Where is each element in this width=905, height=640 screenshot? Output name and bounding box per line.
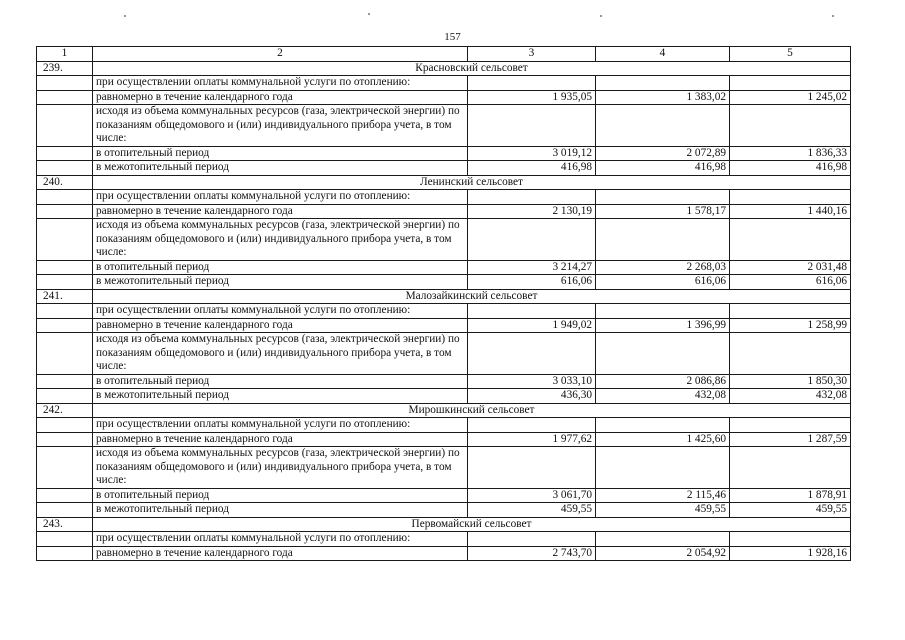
value-col5: 1 440,16 bbox=[730, 204, 851, 219]
payment-heading-row bbox=[37, 532, 851, 547]
value-col4: 432,08 bbox=[596, 389, 730, 404]
scan-speck bbox=[368, 13, 370, 15]
value-col3: 436,30 bbox=[468, 389, 596, 404]
value-col5 bbox=[730, 190, 851, 205]
row-label: исходя из объема коммунальных ресурсов (газа, электрической энергии) по показаниям общедомового и (или) индивидуального прибора учета, в том числе: bbox=[93, 333, 468, 375]
row-label: исходя из объема коммунальных ресурсов (газа, электрической энергии) по показаниям общедомового и (или) индивидуального прибора учета, в том числе: bbox=[93, 105, 468, 147]
value-col4: 616,06 bbox=[596, 275, 730, 290]
index-cell bbox=[37, 503, 93, 518]
value-col5 bbox=[730, 105, 851, 147]
non-heating-period-row bbox=[37, 503, 851, 518]
section-name: Первомайский сельсовет bbox=[93, 517, 851, 532]
column-number-row bbox=[37, 47, 851, 62]
payment-heading-row bbox=[37, 304, 851, 319]
value-col3 bbox=[468, 76, 596, 91]
value-col4: 459,55 bbox=[596, 503, 730, 518]
heating-period-row bbox=[37, 488, 851, 503]
value-col3 bbox=[468, 219, 596, 261]
value-col4 bbox=[596, 304, 730, 319]
value-col5: 1 258,99 bbox=[730, 318, 851, 333]
value-col3 bbox=[468, 333, 596, 375]
section-row bbox=[37, 517, 851, 532]
payment-heading-row bbox=[37, 190, 851, 205]
index-cell bbox=[37, 105, 93, 147]
index-cell bbox=[37, 333, 93, 375]
value-col4 bbox=[596, 447, 730, 489]
row-label: при осуществлении оплаты коммунальной услуги по отоплению: bbox=[93, 190, 468, 205]
row-label: при осуществлении оплаты коммунальной услуги по отоплению: bbox=[93, 532, 468, 547]
non-heating-period-row bbox=[37, 161, 851, 176]
row-label: исходя из объема коммунальных ресурсов (газа, электрической энергии) по показаниям общедомового и (или) индивидуального прибора учета, в том числе: bbox=[93, 447, 468, 489]
value-col3: 2 743,70 bbox=[468, 546, 596, 561]
payment-heading-row bbox=[37, 418, 851, 433]
evenly-row bbox=[37, 204, 851, 219]
value-col3 bbox=[468, 418, 596, 433]
value-col4: 2 054,92 bbox=[596, 546, 730, 561]
value-col5: 616,06 bbox=[730, 275, 851, 290]
section-row bbox=[37, 61, 851, 76]
value-col5: 2 031,48 bbox=[730, 260, 851, 275]
resources-row bbox=[37, 219, 851, 261]
index-cell bbox=[37, 219, 93, 261]
value-col4: 1 396,99 bbox=[596, 318, 730, 333]
value-col4: 2 086,86 bbox=[596, 374, 730, 389]
index-cell bbox=[37, 374, 93, 389]
value-col4 bbox=[596, 219, 730, 261]
column-number: 3 bbox=[468, 47, 596, 62]
index-cell bbox=[37, 76, 93, 91]
page-number: 157 bbox=[444, 31, 461, 43]
value-col4: 2 072,89 bbox=[596, 146, 730, 161]
index-cell bbox=[37, 90, 93, 105]
index-cell bbox=[37, 318, 93, 333]
section-index: 240. bbox=[37, 175, 93, 190]
value-col3 bbox=[468, 190, 596, 205]
value-col3: 616,06 bbox=[468, 275, 596, 290]
value-col5 bbox=[730, 418, 851, 433]
value-col3: 1 935,05 bbox=[468, 90, 596, 105]
index-cell bbox=[37, 418, 93, 433]
evenly-row bbox=[37, 318, 851, 333]
value-col3: 416,98 bbox=[468, 161, 596, 176]
value-col4 bbox=[596, 532, 730, 547]
value-col4 bbox=[596, 333, 730, 375]
index-cell bbox=[37, 488, 93, 503]
value-col3 bbox=[468, 105, 596, 147]
value-col3 bbox=[468, 447, 596, 489]
value-col3: 459,55 bbox=[468, 503, 596, 518]
value-col4: 2 115,46 bbox=[596, 488, 730, 503]
heating-period-row bbox=[37, 146, 851, 161]
value-col5: 1 836,33 bbox=[730, 146, 851, 161]
column-number: 2 bbox=[93, 47, 468, 62]
value-col3: 1 977,62 bbox=[468, 432, 596, 447]
value-col4: 416,98 bbox=[596, 161, 730, 176]
evenly-row bbox=[37, 90, 851, 105]
row-label: в межотопительный период bbox=[93, 389, 468, 404]
section-index: 241. bbox=[37, 289, 93, 304]
heating-period-row bbox=[37, 260, 851, 275]
value-col3: 3 019,12 bbox=[468, 146, 596, 161]
scan-speck bbox=[124, 15, 126, 17]
value-col3: 3 061,70 bbox=[468, 488, 596, 503]
evenly-row bbox=[37, 546, 851, 561]
index-cell bbox=[37, 161, 93, 176]
section-name: Красновский сельсовет bbox=[93, 61, 851, 76]
section-row bbox=[37, 403, 851, 418]
section-name: Мирошкинский сельсовет bbox=[93, 403, 851, 418]
heating-period-row bbox=[37, 374, 851, 389]
section-name: Ленинский сельсовет bbox=[93, 175, 851, 190]
index-cell bbox=[37, 275, 93, 290]
value-col4 bbox=[596, 105, 730, 147]
value-col5: 1 245,02 bbox=[730, 90, 851, 105]
non-heating-period-row bbox=[37, 275, 851, 290]
payment-heading-row bbox=[37, 76, 851, 91]
section-row bbox=[37, 289, 851, 304]
value-col3: 2 130,19 bbox=[468, 204, 596, 219]
value-col4 bbox=[596, 418, 730, 433]
section-index: 239. bbox=[37, 61, 93, 76]
value-col5: 459,55 bbox=[730, 503, 851, 518]
index-cell bbox=[37, 304, 93, 319]
row-label: в отопительный период bbox=[93, 146, 468, 161]
row-label: равномерно в течение календарного года bbox=[93, 318, 468, 333]
row-label: равномерно в течение календарного года bbox=[93, 204, 468, 219]
non-heating-period-row bbox=[37, 389, 851, 404]
value-col4 bbox=[596, 190, 730, 205]
value-col5: 1 878,91 bbox=[730, 488, 851, 503]
value-col3: 3 214,27 bbox=[468, 260, 596, 275]
resources-row bbox=[37, 333, 851, 375]
index-cell bbox=[37, 389, 93, 404]
value-col4: 2 268,03 bbox=[596, 260, 730, 275]
index-cell bbox=[37, 447, 93, 489]
column-number: 4 bbox=[596, 47, 730, 62]
resources-row bbox=[37, 105, 851, 147]
row-label: в межотопительный период bbox=[93, 503, 468, 518]
value-col5: 1 287,59 bbox=[730, 432, 851, 447]
value-col3 bbox=[468, 304, 596, 319]
value-col5: 416,98 bbox=[730, 161, 851, 176]
index-cell bbox=[37, 204, 93, 219]
row-label: при осуществлении оплаты коммунальной услуги по отоплению: bbox=[93, 76, 468, 91]
index-cell bbox=[37, 432, 93, 447]
value-col4: 1 383,02 bbox=[596, 90, 730, 105]
value-col5 bbox=[730, 333, 851, 375]
value-col3 bbox=[468, 532, 596, 547]
scan-speck bbox=[600, 15, 602, 17]
value-col4: 1 425,60 bbox=[596, 432, 730, 447]
resources-row bbox=[37, 447, 851, 489]
value-col5 bbox=[730, 76, 851, 91]
value-col3: 1 949,02 bbox=[468, 318, 596, 333]
value-col4 bbox=[596, 76, 730, 91]
row-label: равномерно в течение календарного года bbox=[93, 90, 468, 105]
section-index: 242. bbox=[37, 403, 93, 418]
index-cell bbox=[37, 146, 93, 161]
section-index: 243. bbox=[37, 517, 93, 532]
value-col4: 1 578,17 bbox=[596, 204, 730, 219]
value-col3: 3 033,10 bbox=[468, 374, 596, 389]
row-label: в отопительный период bbox=[93, 260, 468, 275]
value-col5 bbox=[730, 219, 851, 261]
value-col5: 1 850,30 bbox=[730, 374, 851, 389]
row-label: при осуществлении оплаты коммунальной услуги по отоплению: bbox=[93, 418, 468, 433]
row-label: в межотопительный период bbox=[93, 161, 468, 176]
column-number: 1 bbox=[37, 47, 93, 62]
row-label: в межотопительный период bbox=[93, 275, 468, 290]
tariff-table bbox=[36, 46, 851, 561]
index-cell bbox=[37, 190, 93, 205]
row-label: при осуществлении оплаты коммунальной услуги по отоплению: bbox=[93, 304, 468, 319]
index-cell bbox=[37, 532, 93, 547]
row-label: равномерно в течение календарного года bbox=[93, 432, 468, 447]
value-col5 bbox=[730, 304, 851, 319]
evenly-row bbox=[37, 432, 851, 447]
column-number: 5 bbox=[730, 47, 851, 62]
row-label: в отопительный период bbox=[93, 488, 468, 503]
value-col5: 1 928,16 bbox=[730, 546, 851, 561]
row-label: исходя из объема коммунальных ресурсов (газа, электрической энергии) по показаниям общедомового и (или) индивидуального прибора учета, в том числе: bbox=[93, 219, 468, 261]
row-label: в отопительный период bbox=[93, 374, 468, 389]
index-cell bbox=[37, 546, 93, 561]
row-label: равномерно в течение календарного года bbox=[93, 546, 468, 561]
index-cell bbox=[37, 260, 93, 275]
value-col5 bbox=[730, 532, 851, 547]
section-name: Малозайкинский сельсовет bbox=[93, 289, 851, 304]
value-col5: 432,08 bbox=[730, 389, 851, 404]
value-col5 bbox=[730, 447, 851, 489]
section-row bbox=[37, 175, 851, 190]
scan-speck bbox=[832, 15, 834, 17]
